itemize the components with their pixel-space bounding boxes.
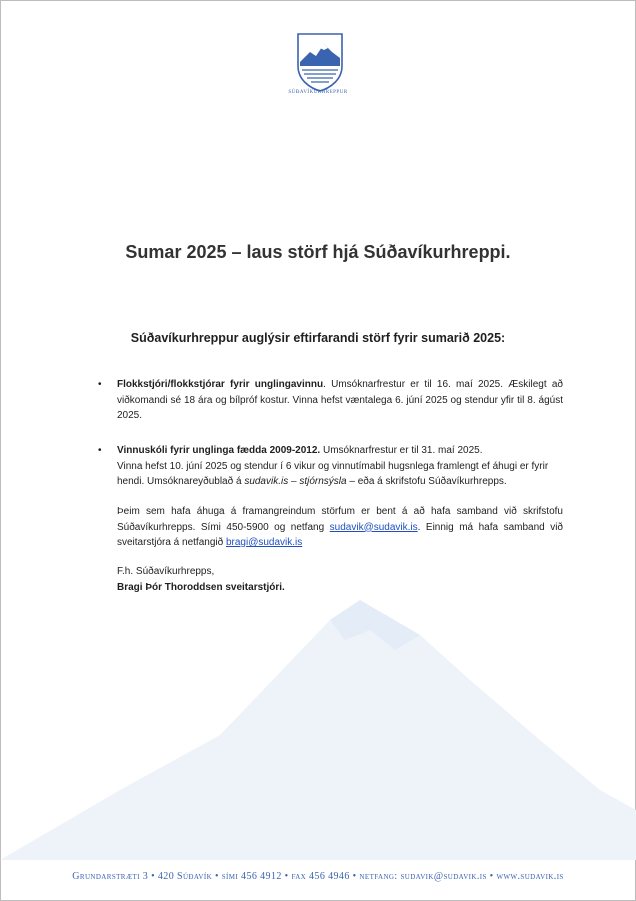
- signature-line-2: Bragi Þór Thoroddsen sveitarstjóri.: [117, 581, 285, 593]
- job-description: . Umsóknarfrestur er til 16. maí 2025. Æskilegt að viðkomandi sé 18 ára og bílpróf kostur. Vinna hefst væntalega 6. júní 2025 og stendur yfir til 8. ágúst 2025.: [117, 379, 563, 421]
- coat-of-arms-icon: [296, 32, 344, 92]
- job-item-flokkstjori: [117, 377, 563, 424]
- job-item-vinnuskoli: [117, 443, 563, 490]
- document-subtitle: Súðavíkurhreppur auglýsir eftirfarandi störf fyrir sumarið 2025:: [130, 331, 506, 345]
- contact-text-mid: . Einnig má hafa samband við sveitarstjóra á netfangið: [117, 521, 563, 548]
- job-description-tail: – eða á skrifstofu Súðavíkurhrepps.: [346, 476, 507, 487]
- signature-line-1: F.h. Súðavíkurhrepps,: [117, 566, 215, 577]
- footer-address: [0, 871, 636, 882]
- contact-paragraph: [117, 504, 563, 551]
- job-description: Vinna hefst 10. júní 2025 og stendur í 6 vikur og vinnutímabil hugsnlega framlengt ef áhugi er fyrir hendi. Umsóknareyðublað á: [117, 460, 549, 487]
- bullet-1: •: [98, 379, 102, 390]
- website-reference: sudavik.is – stjórnsýsla: [244, 476, 347, 487]
- job-deadline: Umsóknarfrestur er til 31. maí 2025.: [320, 445, 483, 456]
- contact-text: Þeim sem hafa áhuga á framangreindum störfum er bent á að hafa samband við skrifstofu Súðavíkurhrepps. Sími 450-5900 og netfang: [117, 506, 563, 533]
- crest-label: SÚÐAVÍKURHREPPUR: [288, 90, 348, 95]
- job-heading: Flokkstjóri/flokkstjórar fyrir unglingavinnu: [117, 379, 324, 390]
- job-heading: Vinnuskóli fyrir unglinga fædda 2009-2012.: [117, 445, 321, 456]
- document-title: Sumar 2025 – laus störf hjá Súðavíkurhreppi.: [125, 242, 511, 262]
- footer-text: Grundarstræti 3 • 420 Súðavík • sími 456 4912 • fax 456 4946 • netfang: sudavik@sudavik.is • www.sudavik.is: [72, 871, 564, 882]
- email-link-bragi[interactable]: bragi@sudavik.is: [225, 537, 303, 548]
- email-link-sudavik[interactable]: sudavik@sudavik.is: [329, 521, 418, 533]
- bullet-2: •: [98, 445, 102, 456]
- watermark-mountain-icon: [0, 560, 636, 860]
- signature-block: [117, 564, 563, 595]
